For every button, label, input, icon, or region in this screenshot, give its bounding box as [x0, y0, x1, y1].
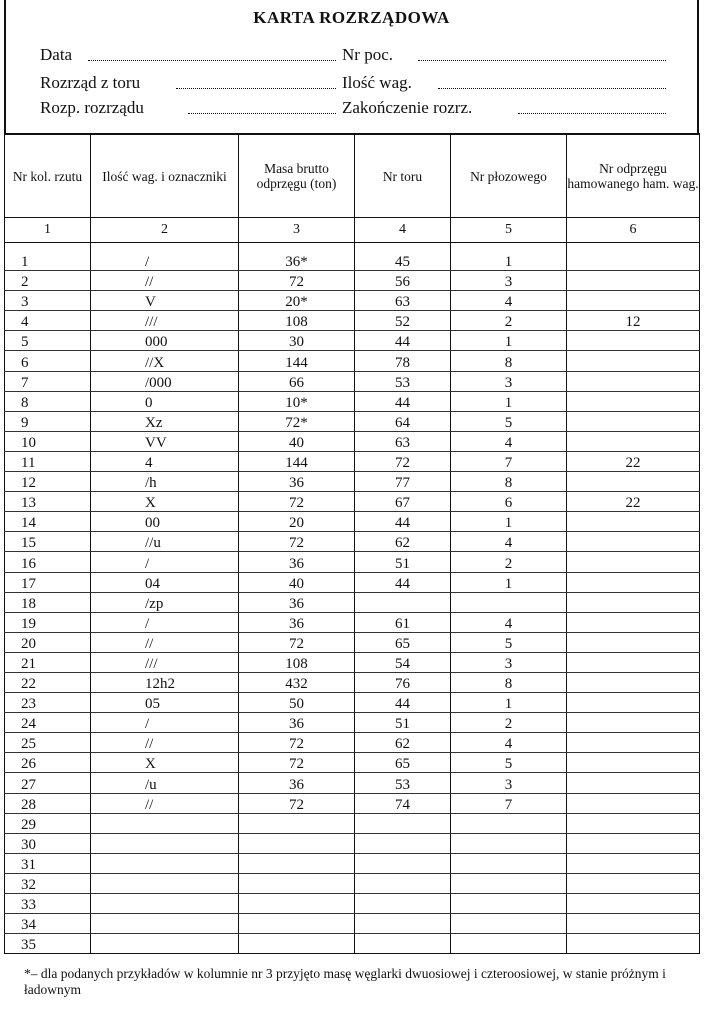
table-cell: 72	[239, 492, 355, 512]
table-cell: X	[91, 492, 239, 512]
table-cell	[567, 632, 700, 652]
table-cell: 36	[239, 592, 355, 612]
table-cell: 1	[451, 331, 567, 351]
table-cell: //	[91, 632, 239, 652]
table-cell: 4	[451, 532, 567, 552]
table-cell	[567, 813, 700, 833]
table-cell: 2	[5, 271, 91, 291]
table-cell: /	[91, 251, 239, 271]
table-cell: 5	[5, 331, 91, 351]
table-cell	[567, 894, 700, 914]
table-cell: 7	[5, 371, 91, 391]
table-cell: 67	[355, 492, 451, 512]
table-cell: 44	[355, 512, 451, 532]
table-cell	[91, 914, 239, 934]
table-cell	[567, 652, 700, 672]
table-cell: 56	[355, 271, 451, 291]
table-cell	[567, 351, 700, 371]
table-cell	[239, 853, 355, 873]
table-row	[5, 733, 700, 753]
table-cell	[451, 592, 567, 612]
table-cell	[451, 894, 567, 914]
table-cell: 44	[355, 391, 451, 411]
table-row	[5, 431, 700, 451]
table-cell	[451, 833, 567, 853]
table-cell: 40	[239, 431, 355, 451]
table-cell: /h	[91, 472, 239, 492]
table-cell	[355, 873, 451, 893]
table-cell: 36	[239, 713, 355, 733]
table-cell	[451, 853, 567, 873]
table-row	[5, 773, 700, 793]
table-cell: 61	[355, 612, 451, 632]
field-rozp-rozrzadu-label: Rozp. rozrządu	[40, 98, 144, 117]
table-header-row	[5, 134, 700, 218]
table-cell: 34	[5, 914, 91, 934]
form-header	[4, 0, 699, 133]
table-row	[5, 833, 700, 853]
dispatch-table	[4, 133, 700, 954]
table-cell	[451, 873, 567, 893]
table-row	[5, 472, 700, 492]
table-row	[5, 753, 700, 773]
table-cell: 5	[451, 632, 567, 652]
table-cell: ///	[91, 311, 239, 331]
table-cell: 53	[355, 371, 451, 391]
table-cell	[355, 853, 451, 873]
table-cell: 10	[5, 431, 91, 451]
table-cell: 20*	[239, 291, 355, 311]
form-title: KARTA ROZRZĄDOWA	[253, 8, 450, 27]
table-cell: 50	[239, 693, 355, 713]
col-header-nr-kol-rzutu: Nr kol. rzutu	[5, 134, 91, 218]
table-cell: V	[91, 291, 239, 311]
spacer-cell	[355, 243, 451, 252]
table-row	[5, 271, 700, 291]
table-row	[5, 331, 700, 351]
table-row	[5, 713, 700, 733]
table-cell: 6	[451, 492, 567, 512]
footnote: *– dla podanych przykładów w kolumnie nr 3 przyjęto masę węglarki dwuosiowej i czteroosiowej, w stanie próżnym i ładownym	[24, 966, 666, 997]
table-cell	[451, 914, 567, 934]
table-cell	[355, 894, 451, 914]
field-nr-poc-input[interactable]	[418, 60, 666, 61]
table-row	[5, 311, 700, 331]
table-cell: 64	[355, 411, 451, 431]
table-cell: 4	[91, 451, 239, 471]
table-row	[5, 652, 700, 672]
table-cell: X	[91, 753, 239, 773]
table-cell: 19	[5, 612, 91, 632]
table-cell: 74	[355, 793, 451, 813]
table-body	[5, 251, 700, 954]
table-cell	[567, 934, 700, 954]
table-cell	[567, 853, 700, 873]
table-cell: 12	[5, 472, 91, 492]
table-cell	[239, 914, 355, 934]
table-cell: 8	[451, 472, 567, 492]
table-cell: 44	[355, 331, 451, 351]
table-cell: 72	[239, 271, 355, 291]
table-cell: 35	[5, 934, 91, 954]
field-data-input[interactable]	[88, 60, 336, 61]
table-cell: 144	[239, 351, 355, 371]
table-cell: 36	[239, 552, 355, 572]
table-row	[5, 632, 700, 652]
table-cell: 28	[5, 793, 91, 813]
table-cell	[355, 592, 451, 612]
table-row	[5, 512, 700, 532]
table-cell: 72*	[239, 411, 355, 431]
table-row	[5, 853, 700, 873]
table-cell: 63	[355, 291, 451, 311]
table-cell	[567, 271, 700, 291]
table-cell	[567, 371, 700, 391]
table-cell: 36	[239, 472, 355, 492]
table-row	[5, 813, 700, 833]
table-row	[5, 672, 700, 692]
table-cell: 22	[5, 672, 91, 692]
column-number-row	[5, 218, 700, 243]
field-rozp-rozrzadu-input[interactable]	[188, 113, 336, 114]
table-cell	[355, 914, 451, 934]
table-cell: 20	[239, 512, 355, 532]
table-cell: 72	[239, 753, 355, 773]
table-cell	[567, 592, 700, 612]
table-cell: /zp	[91, 592, 239, 612]
table-cell: 8	[5, 391, 91, 411]
column-number: 6	[567, 218, 700, 243]
spacer-cell	[567, 243, 700, 252]
table-cell: 76	[355, 672, 451, 692]
table-cell	[567, 291, 700, 311]
table-row	[5, 552, 700, 572]
table-cell: 54	[355, 652, 451, 672]
table-cell	[239, 813, 355, 833]
table-row	[5, 873, 700, 893]
table-cell: 3	[451, 652, 567, 672]
table-cell	[567, 793, 700, 813]
table-cell: 108	[239, 652, 355, 672]
table-cell: 000	[91, 331, 239, 351]
dispatch-card	[4, 0, 699, 997]
table-cell: 51	[355, 713, 451, 733]
table-cell: 432	[239, 672, 355, 692]
col-header-nr-plozowego: Nr płozowego	[451, 134, 567, 218]
table-cell	[355, 813, 451, 833]
table-cell: 77	[355, 472, 451, 492]
table-row	[5, 612, 700, 632]
table-cell: ///	[91, 652, 239, 672]
table-cell: 66	[239, 371, 355, 391]
table-cell: /	[91, 713, 239, 733]
table-cell	[451, 934, 567, 954]
table-cell: 29	[5, 813, 91, 833]
spacer-cell	[451, 243, 567, 252]
table-cell: 52	[355, 311, 451, 331]
column-number: 3	[239, 218, 355, 243]
table-cell	[567, 552, 700, 572]
table-cell: 00	[91, 512, 239, 532]
table-cell	[91, 813, 239, 833]
table-cell: 7	[451, 793, 567, 813]
table-cell: 6	[5, 351, 91, 371]
table-cell	[239, 934, 355, 954]
table-cell: 144	[239, 451, 355, 471]
table-cell	[567, 693, 700, 713]
table-cell	[567, 833, 700, 853]
table-cell: 27	[5, 773, 91, 793]
col-header-masa-brutto: Masa brutto odprzęgu (ton)	[239, 134, 355, 218]
table-cell: 62	[355, 532, 451, 552]
table-cell	[567, 612, 700, 632]
table-cell: 36	[239, 773, 355, 793]
table-row	[5, 451, 700, 471]
table-cell: 62	[355, 733, 451, 753]
table-cell: 26	[5, 753, 91, 773]
table-cell: /000	[91, 371, 239, 391]
table-cell: 30	[239, 331, 355, 351]
spacer-cell	[5, 243, 91, 252]
table-cell: 72	[355, 451, 451, 471]
field-rozrzad-z-toru-input[interactable]	[176, 88, 336, 89]
table-cell: 9	[5, 411, 91, 431]
table-row	[5, 914, 700, 934]
table-cell: 2	[451, 713, 567, 733]
table-row	[5, 251, 700, 271]
table-row	[5, 371, 700, 391]
col-header-ilosc-wag: Ilość wag. i oznaczniki	[91, 134, 239, 218]
table-cell	[567, 331, 700, 351]
table-cell: 1	[5, 251, 91, 271]
col-header-nr-toru: Nr toru	[355, 134, 451, 218]
table-cell	[567, 431, 700, 451]
table-cell: //u	[91, 532, 239, 552]
table-cell	[567, 753, 700, 773]
table-cell: //	[91, 733, 239, 753]
table-cell: 4	[451, 733, 567, 753]
table-cell	[91, 934, 239, 954]
table-row	[5, 572, 700, 592]
table-row	[5, 411, 700, 431]
table-cell: 2	[451, 552, 567, 572]
table-cell: 25	[5, 733, 91, 753]
field-ilosc-wag-label: Ilość wag.	[342, 73, 412, 92]
table-cell: 5	[451, 411, 567, 431]
table-cell	[567, 773, 700, 793]
table-row	[5, 894, 700, 914]
table-cell: 51	[355, 552, 451, 572]
table-cell: 23	[5, 693, 91, 713]
field-data-label: Data	[40, 45, 73, 64]
table-cell	[567, 733, 700, 753]
field-nr-poc-label: Nr poc.	[342, 45, 393, 64]
table-cell: 8	[451, 351, 567, 371]
table-cell: 12h2	[91, 672, 239, 692]
table-cell	[239, 833, 355, 853]
table-row	[5, 391, 700, 411]
table-row	[5, 291, 700, 311]
table-cell	[567, 873, 700, 893]
column-number: 1	[5, 218, 91, 243]
table-cell: 65	[355, 753, 451, 773]
table-cell: 45	[355, 251, 451, 271]
table-cell: Xz	[91, 411, 239, 431]
spacer-row	[5, 243, 700, 252]
table-cell: 3	[451, 271, 567, 291]
table-cell: 32	[5, 873, 91, 893]
table-cell: 5	[451, 753, 567, 773]
table-row	[5, 351, 700, 371]
field-ilosc-wag-input[interactable]	[438, 88, 666, 89]
table-cell: 24	[5, 713, 91, 733]
table-cell: 36	[239, 612, 355, 632]
table-cell	[451, 813, 567, 833]
table-cell: 72	[239, 632, 355, 652]
table-cell	[91, 873, 239, 893]
spacer-cell	[91, 243, 239, 252]
table-cell: 1	[451, 391, 567, 411]
table-cell: /	[91, 612, 239, 632]
table-cell: 72	[239, 733, 355, 753]
table-cell: 78	[355, 351, 451, 371]
table-cell: /u	[91, 773, 239, 793]
table-cell: 22	[567, 492, 700, 512]
table-cell: 10*	[239, 391, 355, 411]
table-cell: 22	[567, 451, 700, 471]
table-row	[5, 592, 700, 612]
table-cell: 33	[5, 894, 91, 914]
table-cell: 2	[451, 311, 567, 331]
field-rozrzad-z-toru-label: Rozrząd z toru	[40, 73, 141, 92]
table-row	[5, 532, 700, 552]
table-cell: VV	[91, 431, 239, 451]
table-cell: 36*	[239, 251, 355, 271]
table-cell: 0	[91, 391, 239, 411]
table-cell: //	[91, 271, 239, 291]
table-cell: 4	[5, 311, 91, 331]
table-cell: 05	[91, 693, 239, 713]
table-cell: 1	[451, 251, 567, 271]
table-cell: 12	[567, 311, 700, 331]
table-cell: 44	[355, 572, 451, 592]
table-cell: 13	[5, 492, 91, 512]
table-cell	[567, 391, 700, 411]
table-cell: 53	[355, 773, 451, 793]
table-cell	[567, 672, 700, 692]
table-cell: 18	[5, 592, 91, 612]
table-cell: 4	[451, 431, 567, 451]
table-cell: 21	[5, 652, 91, 672]
table-cell	[567, 572, 700, 592]
table-cell: 65	[355, 632, 451, 652]
table-cell: 3	[451, 371, 567, 391]
table-cell: 4	[451, 612, 567, 632]
table-cell: 17	[5, 572, 91, 592]
table-cell: 04	[91, 572, 239, 592]
table-cell	[355, 833, 451, 853]
table-cell	[567, 251, 700, 271]
field-zakonczenie-input[interactable]	[518, 113, 666, 114]
table-cell: //X	[91, 351, 239, 371]
table-cell	[239, 894, 355, 914]
table-cell	[91, 833, 239, 853]
table-cell	[567, 512, 700, 532]
table-cell: 1	[451, 693, 567, 713]
column-number: 2	[91, 218, 239, 243]
table-cell: 44	[355, 693, 451, 713]
table-cell: 72	[239, 793, 355, 813]
table-cell: 30	[5, 833, 91, 853]
table-cell	[567, 914, 700, 934]
table-row	[5, 492, 700, 512]
table-cell: 40	[239, 572, 355, 592]
table-cell: 3	[5, 291, 91, 311]
table-row	[5, 693, 700, 713]
table-row	[5, 934, 700, 954]
spacer-cell	[239, 243, 355, 252]
table-cell: 3	[451, 773, 567, 793]
table-cell: 63	[355, 431, 451, 451]
col-header-nr-odprzegu-hamowanego: Nr odprzęgu hamowanego ham. wag.	[567, 134, 700, 218]
table-cell: 1	[451, 572, 567, 592]
table-cell: 4	[451, 291, 567, 311]
table-cell: 16	[5, 552, 91, 572]
field-zakonczenie-label: Zakończenie rozrz.	[342, 98, 473, 117]
table-cell	[567, 713, 700, 733]
table-cell: /	[91, 552, 239, 572]
table-cell: 15	[5, 532, 91, 552]
table-cell: 72	[239, 532, 355, 552]
table-cell	[91, 853, 239, 873]
table-cell	[567, 411, 700, 431]
table-cell	[567, 532, 700, 552]
table-cell: 20	[5, 632, 91, 652]
table-cell: //	[91, 793, 239, 813]
table-row	[5, 793, 700, 813]
table-cell	[567, 472, 700, 492]
table-cell	[91, 894, 239, 914]
table-cell	[239, 873, 355, 893]
table-cell: 11	[5, 451, 91, 471]
column-number: 4	[355, 218, 451, 243]
table-cell: 31	[5, 853, 91, 873]
table-cell: 7	[451, 451, 567, 471]
table-cell	[355, 934, 451, 954]
table-cell: 1	[451, 512, 567, 532]
table-cell: 8	[451, 672, 567, 692]
table-cell: 14	[5, 512, 91, 532]
table-cell: 108	[239, 311, 355, 331]
column-number: 5	[451, 218, 567, 243]
